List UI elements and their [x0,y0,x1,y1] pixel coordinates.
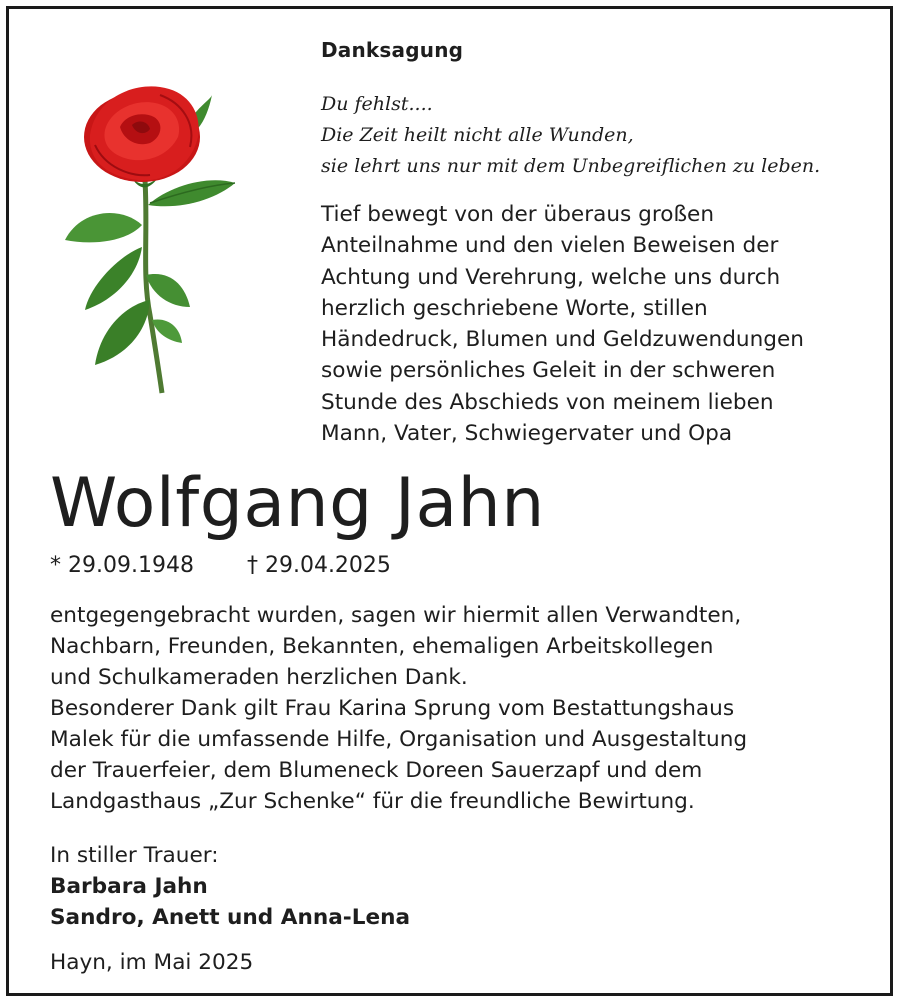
body-line: Besonderer Dank gilt Frau Karina Sprung vom Bestattungshaus [50,696,735,721]
body-line: Malek für die umfassende Hilfe, Organisation und Ausgestaltung [50,727,748,752]
birth-date: * 29.09.1948 [50,553,194,578]
poem-line: sie lehrt uns nur mit dem Unbegreiflichen zu leben. [321,155,821,177]
body-line: entgegengebracht wurden, sagen wir hiermit allen Verwandten, [50,603,742,628]
poem [321,89,820,182]
poem-line: Die Zeit heilt nicht alle Wunden, [321,124,634,146]
body-text [50,600,747,817]
intro-line: Händedruck, Blumen und Geldzuwendungen [321,327,804,353]
intro-text [321,199,804,449]
body-line: Landgasthaus „Zur Schenke“ für die freundliche Bewirtung. [50,789,695,814]
body-line: und Schulkameraden herzlichen Dank. [50,665,468,690]
intro-line: Tief bewegt von der überaus großen [321,202,715,227]
intro-line: Anteilnahme und den vielen Beweisen der [321,233,779,259]
intro-line: herzlich geschriebene Worte, stillen [321,295,708,321]
intro-line: Achtung und Verehrung, welche uns durch [321,264,781,290]
body-line: der Trauerfeier, dem Blumeneck Doreen Sauerzapf und dem [50,758,703,783]
poem-line: Du fehlst.... [321,93,433,115]
mourners-intro: In stiller Trauer: [50,843,219,868]
place-date: Hayn, im Mai 2025 [50,950,254,975]
red-rose-icon [50,75,250,405]
page-title: Danksagung [321,38,464,62]
mourner-name: Sandro, Anett und Anna-Lena [50,905,411,930]
death-date: † 29.04.2025 [246,553,391,578]
mourners [50,840,410,933]
intro-line: Stunde des Abschieds von meinem lieben [321,389,774,415]
body-line: Nachbarn, Freunden, Bekannten, ehemaligen Arbeitskollegen [50,634,714,659]
intro-line: sowie persönliches Geleit in der schweren [321,358,776,384]
deceased-name: Wolfgang Jahn [50,464,545,543]
intro-line: Mann, Vater, Schwiegervater und Opa [321,421,733,447]
mourner-name: Barbara Jahn [50,874,208,899]
life-dates [50,553,391,578]
